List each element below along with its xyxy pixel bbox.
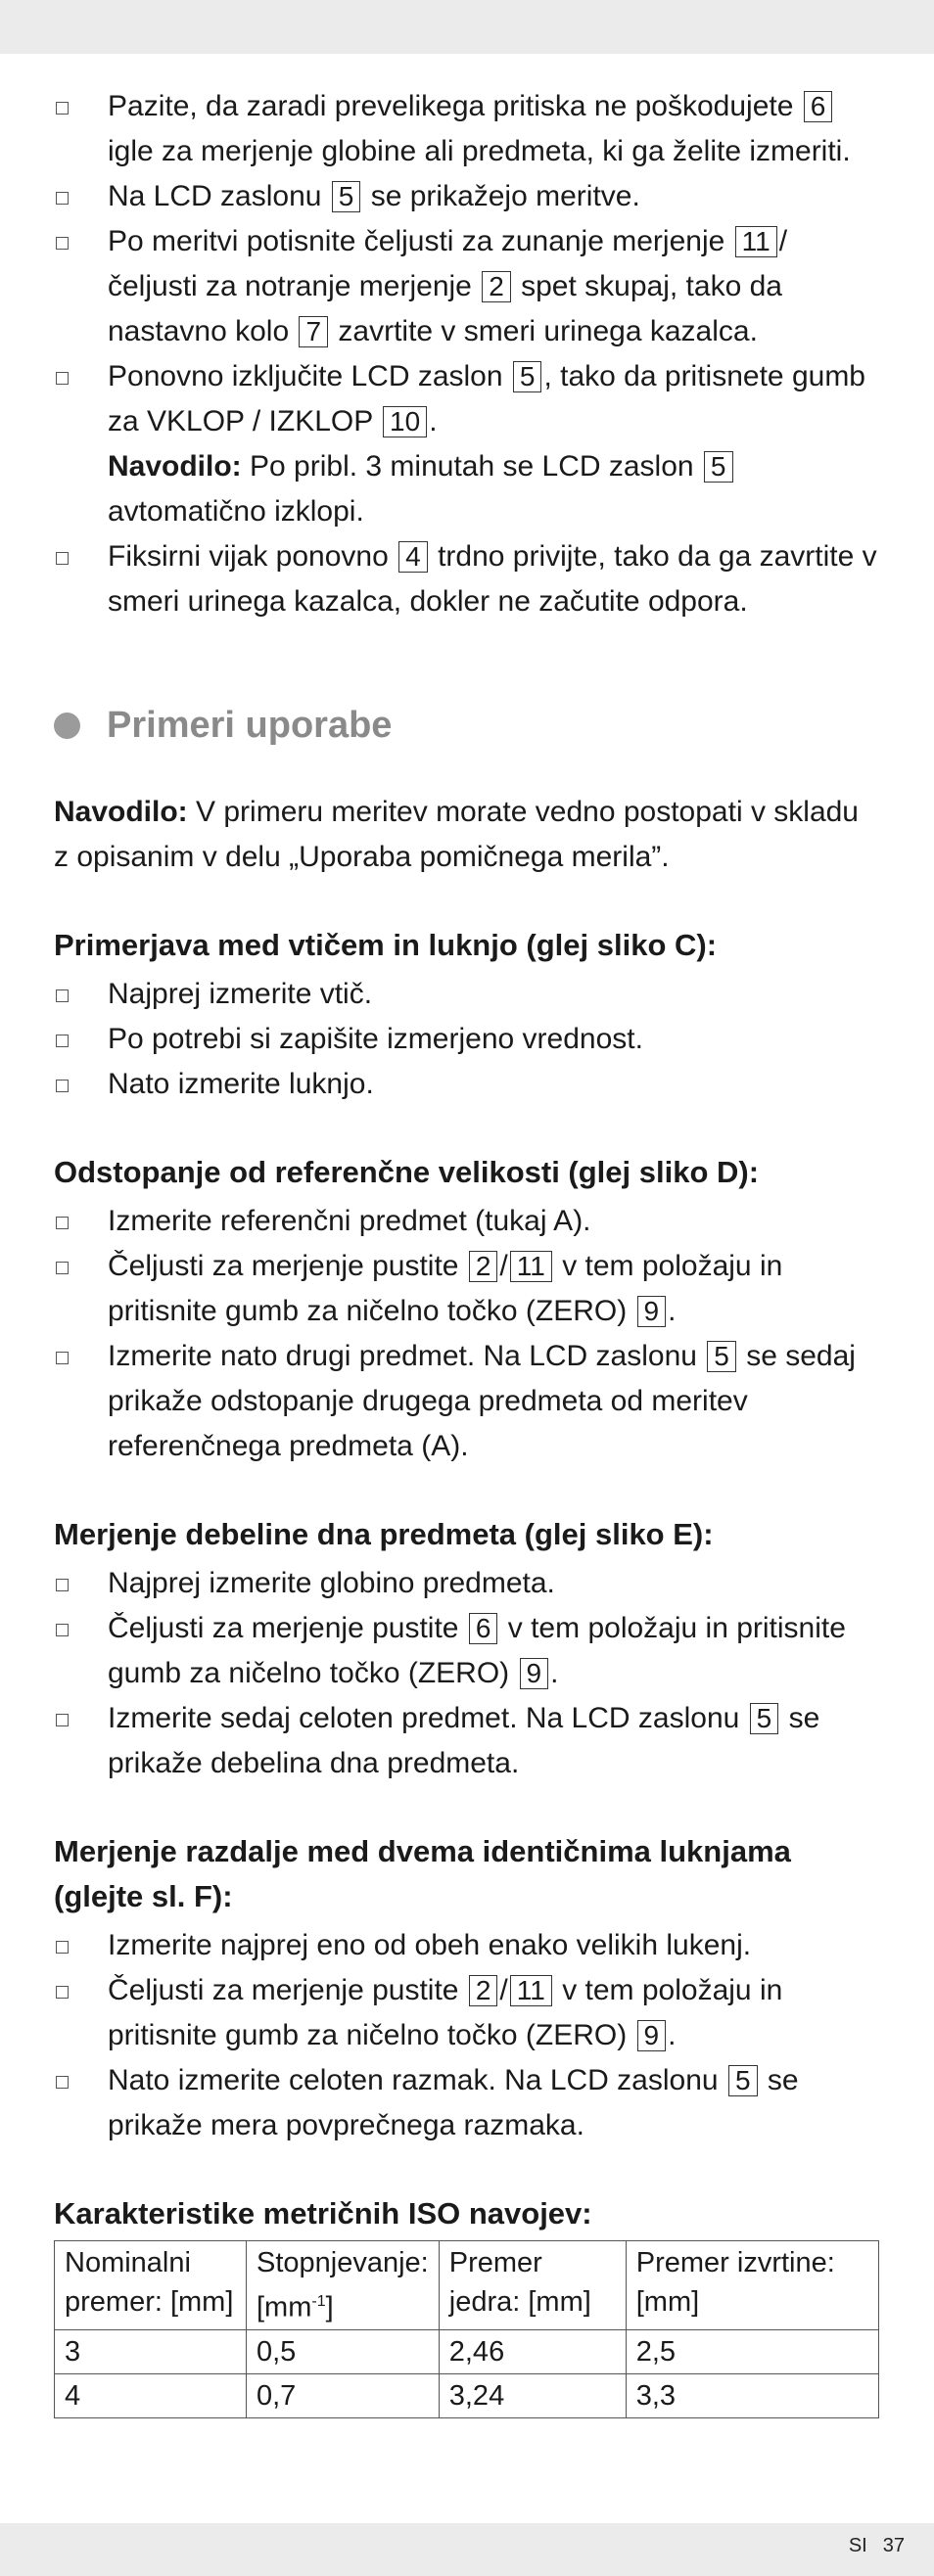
instruction-list: [54, 84, 881, 624]
table-header-cell: Premer izvrtine: [mm]: [626, 2241, 878, 2330]
list-item: Izmerite najprej eno od obeh enako velikih lukenj.: [54, 1923, 881, 1968]
bottom-bar: [0, 2523, 934, 2576]
ref-number: 5: [332, 181, 361, 212]
list-c: [54, 972, 881, 1107]
list-item: Izmerite nato drugi predmet. Na LCD zaslonu 5 se sedaj prikaže odstopanje drugega predmeta od meritev referenčnega predmeta (A).: [54, 1334, 881, 1469]
heading-f: Merjenje razdalje med dvema identičnima luknjama (glejte sl. F):: [54, 1834, 791, 1913]
heading-table: Karakteristike metričnih ISO navojev:: [54, 2196, 592, 2231]
list-f: [54, 1923, 881, 2148]
table-header-row: [55, 2241, 879, 2330]
list-item: Pazite, da zaradi prevelikega pritiska ne poškodujete 6 igle za merjenje globine ali predmeta, ki ga želite izmeriti.: [54, 84, 881, 174]
ref-number: 5: [513, 361, 542, 392]
ref-number: 11: [510, 1975, 552, 2006]
ref-number: 11: [510, 1251, 552, 1282]
table-row: [55, 2373, 879, 2417]
table-cell: 0,5: [247, 2329, 440, 2373]
list-item: Najprej izmerite vtič.: [54, 972, 881, 1017]
table-header-cell: Nominalni premer: [mm]: [55, 2241, 247, 2330]
page-content: [54, 84, 881, 2418]
ref-number: 5: [750, 1703, 779, 1734]
section-title: Primeri uporabe: [107, 705, 393, 746]
table-cell: 2,5: [626, 2329, 878, 2373]
table-cell: 3,24: [439, 2373, 626, 2417]
list-item: Nato izmerite luknjo.: [54, 1062, 881, 1107]
ref-number: 5: [728, 2065, 758, 2096]
ref-number: 9: [637, 1296, 667, 1327]
table-header-cell: Stopnjevanje: $[mm^{-1}]$: [247, 2241, 440, 2330]
language-code: SI: [848, 2535, 867, 2556]
list-item: Nato izmerite celoten razmak. Na LCD zaslonu 5 se prikaže mera povprečnega razmaka.: [54, 2058, 881, 2148]
heading-e: Merjenje debeline dna predmeta (glej sliko E):: [54, 1517, 714, 1551]
table-cell: 0,7: [247, 2373, 440, 2417]
ref-number: 6: [469, 1613, 498, 1644]
list-item: Čeljusti za merjenje pustite 2 / 11 v tem položaju in pritisnite gumb za ničelno točko (ZERO) 9 .: [54, 1244, 881, 1334]
ref-number: 2: [469, 1251, 498, 1282]
bullet-dot-icon: [54, 713, 80, 739]
list-item: Ponovno izključite LCD zaslon 5 , tako da pritisnete gumb za VKLOP / IZKLOP 10 . Navodilo: Po pribl. 3 minutah se LCD zaslon 5 avtomatično izklopi.: [54, 354, 881, 534]
table-cell: 2,46: [439, 2329, 626, 2373]
table-cell: 3,3: [626, 2373, 878, 2417]
list-item: Najprej izmerite globino predmeta.: [54, 1561, 881, 1606]
list-item: Izmerite sedaj celoten predmet. Na LCD zaslonu 5 se prikaže debelina dna predmeta.: [54, 1696, 881, 1786]
iso-thread-table: [54, 2240, 879, 2418]
intro-note: Navodilo: V primeru meritev morate vedno postopati v skladu z opisanim v delu „Uporaba pomičnega merila”.: [54, 796, 859, 873]
list-item: Na LCD zaslonu 5 se prikažejo meritve.: [54, 174, 881, 219]
top-bar: [0, 0, 934, 54]
ref-number: 9: [637, 2020, 667, 2051]
list-item: Po potrebi si zapišite izmerjeno vrednost.: [54, 1017, 881, 1062]
table-header-cell: Premer jedra: [mm]: [439, 2241, 626, 2330]
ref-number: 7: [299, 316, 328, 347]
ref-number: 10: [383, 406, 427, 437]
list-item: Po meritvi potisnite čeljusti za zunanje merjenje 11 / čeljusti za notranje merjenje 2 spet skupaj, tako da nastavno kolo 7 zavrtite v smeri urinega kazalca.: [54, 219, 881, 354]
heading-d: Odstopanje od referenčne velikosti (glej sliko D):: [54, 1155, 760, 1189]
ref-number: 9: [520, 1658, 549, 1689]
list-d: [54, 1199, 881, 1469]
table-cell: 4: [55, 2373, 247, 2417]
ref-number: 5: [707, 1341, 736, 1372]
ref-number: 2: [469, 1975, 498, 2006]
list-item: Čeljusti za merjenje pustite 6 v tem položaju in pritisnite gumb za ničelno točko (ZERO) 9 .: [54, 1606, 881, 1696]
ref-number: 2: [482, 271, 511, 302]
section-header: [54, 705, 881, 747]
list-e: [54, 1561, 881, 1786]
list-item: Izmerite referenčni predmet (tukaj A).: [54, 1199, 881, 1244]
heading-c: Primerjava med vtičem in luknjo (glej sliko C):: [54, 928, 718, 962]
note: Navodilo: Po pribl. 3 minutah se LCD zaslon 5 avtomatično izklopi.: [108, 444, 881, 534]
page-footer: [833, 2535, 905, 2557]
ref-number: 6: [804, 91, 833, 122]
table-row: [55, 2329, 879, 2373]
ref-number: 5: [704, 451, 733, 483]
table-cell: 3: [55, 2329, 247, 2373]
page-number: 37: [882, 2535, 905, 2556]
ref-number: 4: [398, 541, 428, 573]
list-item: Fiksirni vijak ponovno 4 trdno privijte, tako da ga zavrtite v smeri urinega kazalca, dokler ne začutite odpora.: [54, 534, 881, 624]
list-item: Čeljusti za merjenje pustite 2 / 11 v tem položaju in pritisnite gumb za ničelno točko (ZERO) 9 .: [54, 1968, 881, 2058]
ref-number: 11: [735, 226, 777, 257]
